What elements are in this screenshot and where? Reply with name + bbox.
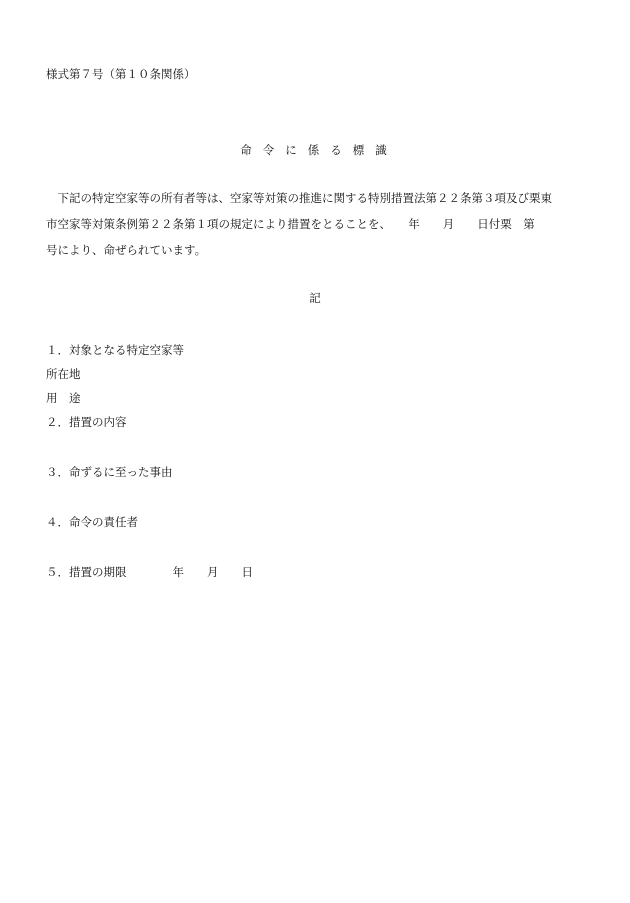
location-label: 所在地 [46, 367, 81, 381]
item-3-reason: ３．命ずるに至った事由 [46, 465, 173, 479]
form-number: 様式第７号（第１０条関係） [46, 67, 196, 81]
document-title: 命令に係る標識 [240, 143, 398, 157]
body-text-line-2: 市空家等対策条例第２２条第１項の規定により措置をとることを、 年 月 日付栗 第 [46, 217, 535, 231]
use-label: 用 途 [46, 391, 81, 405]
ki-heading: 記 [309, 291, 321, 305]
item-2-measure-content: ２．措置の内容 [46, 415, 127, 429]
item-4-responsible-person: ４．命令の責任者 [46, 515, 138, 529]
body-text-line-1: 下記の特定空家等の所有者等は、空家等対策の推進に関する特別措置法第２２条第３項及び栗東 [46, 191, 552, 205]
body-text-line-3: 号により、命ぜられています。 [46, 243, 207, 257]
item-1-target-property: １．対象となる特定空家等 [46, 343, 184, 357]
item-5-deadline: ５．措置の期限 年 月 日 [46, 565, 253, 579]
